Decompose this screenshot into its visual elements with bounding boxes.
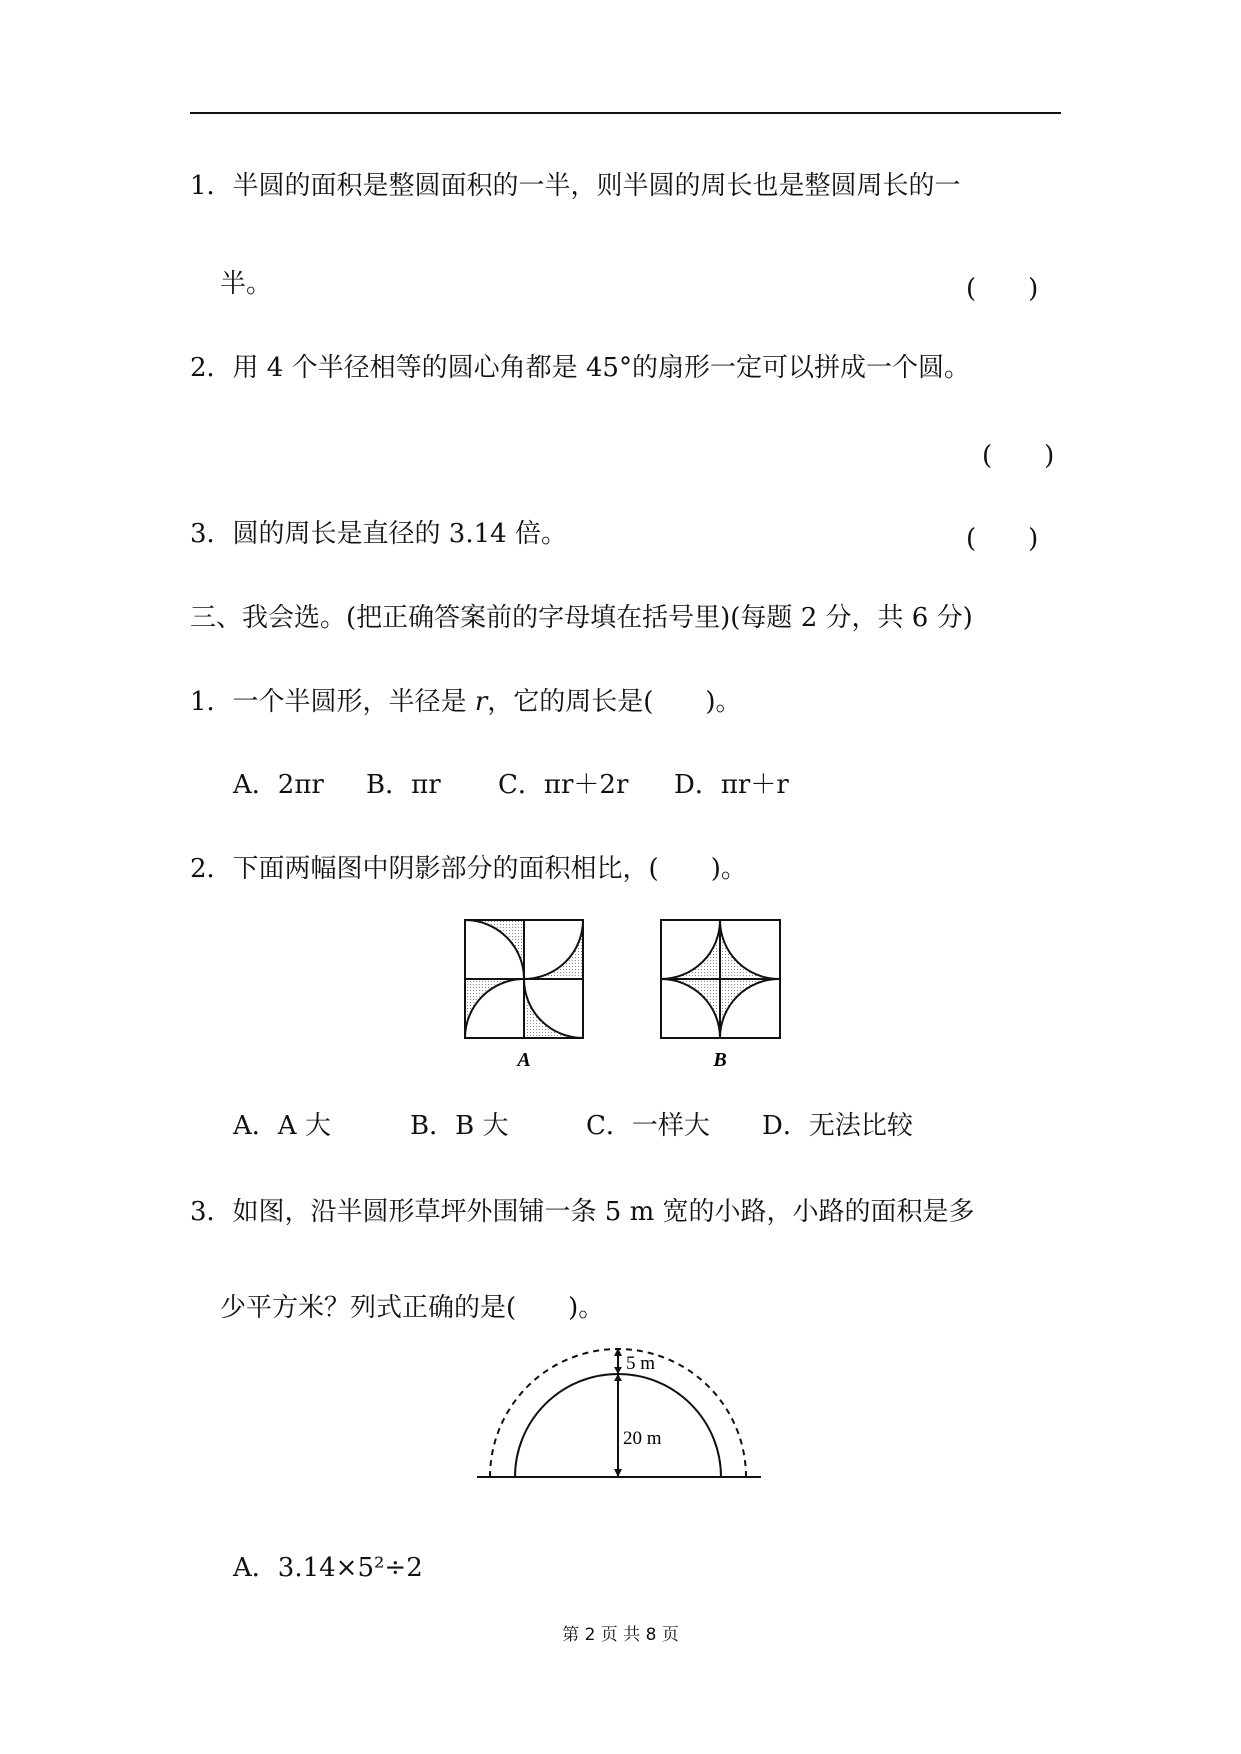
answer-paren[interactable]: ( ) [966,524,1039,554]
label-5m: 5 m [626,1353,656,1374]
answer-paren[interactable]: ( ) [966,274,1039,304]
header-rule [190,112,1061,114]
section-3-heading: 三、我会选。(把正确答案前的字母填在括号里)(每题 2 分，共 6 分) [190,603,973,633]
q2-option-a: A．A 大 [233,1111,331,1141]
judge-q3: 3．圆的周长是直径的 3.14 倍。 [190,519,567,549]
q1-option-b: B．πr [366,770,441,800]
q2-option-d: D．无法比较 [762,1111,913,1141]
judge-q1-cont: 半。 [220,269,273,299]
choice-q3: 3．如图，沿半圆形草坪外围铺一条 5 m 宽的小路，小路的面积是多 [190,1197,975,1227]
answer-paren[interactable]: ( ) [982,441,1055,471]
figure-b [661,920,780,1038]
figure-b-label: B [713,1049,727,1071]
judge-q1: 1．半圆的面积是整圆面积的一半，则半圆的周长也是整圆周长的一 [190,171,961,201]
q3-option-a: A．3.14×5²÷2 [233,1553,423,1583]
choice-q3-cont: 少平方米？列式正确的是( )。 [220,1293,605,1323]
semicircle-path-diagram [460,1340,800,1490]
q1-option-c: C．πr＋2r [498,770,629,800]
choice-q2: 2．下面两幅图中阴影部分的面积相比，( )。 [190,854,747,884]
label-20m: 20 m [623,1428,662,1449]
q2-option-c: C．一样大 [586,1111,710,1141]
q1-option-a: A．2πr [233,770,324,800]
shaded-figures [440,900,820,1090]
q2-option-b: B．B 大 [410,1111,509,1141]
judge-q2: 2．用 4 个半径相等的圆心角都是 45°的扇形一定可以拼成一个圆。 [190,353,970,383]
figure-a-label: A [517,1049,531,1071]
figure-a [465,920,583,1038]
q1-option-d: D．πr＋r [674,770,789,800]
page-footer: 第 2 页 共 8 页 [562,1625,679,1645]
choice-q1: 1．一个半圆形，半径是 r，它的周长是( )。 [190,687,742,717]
